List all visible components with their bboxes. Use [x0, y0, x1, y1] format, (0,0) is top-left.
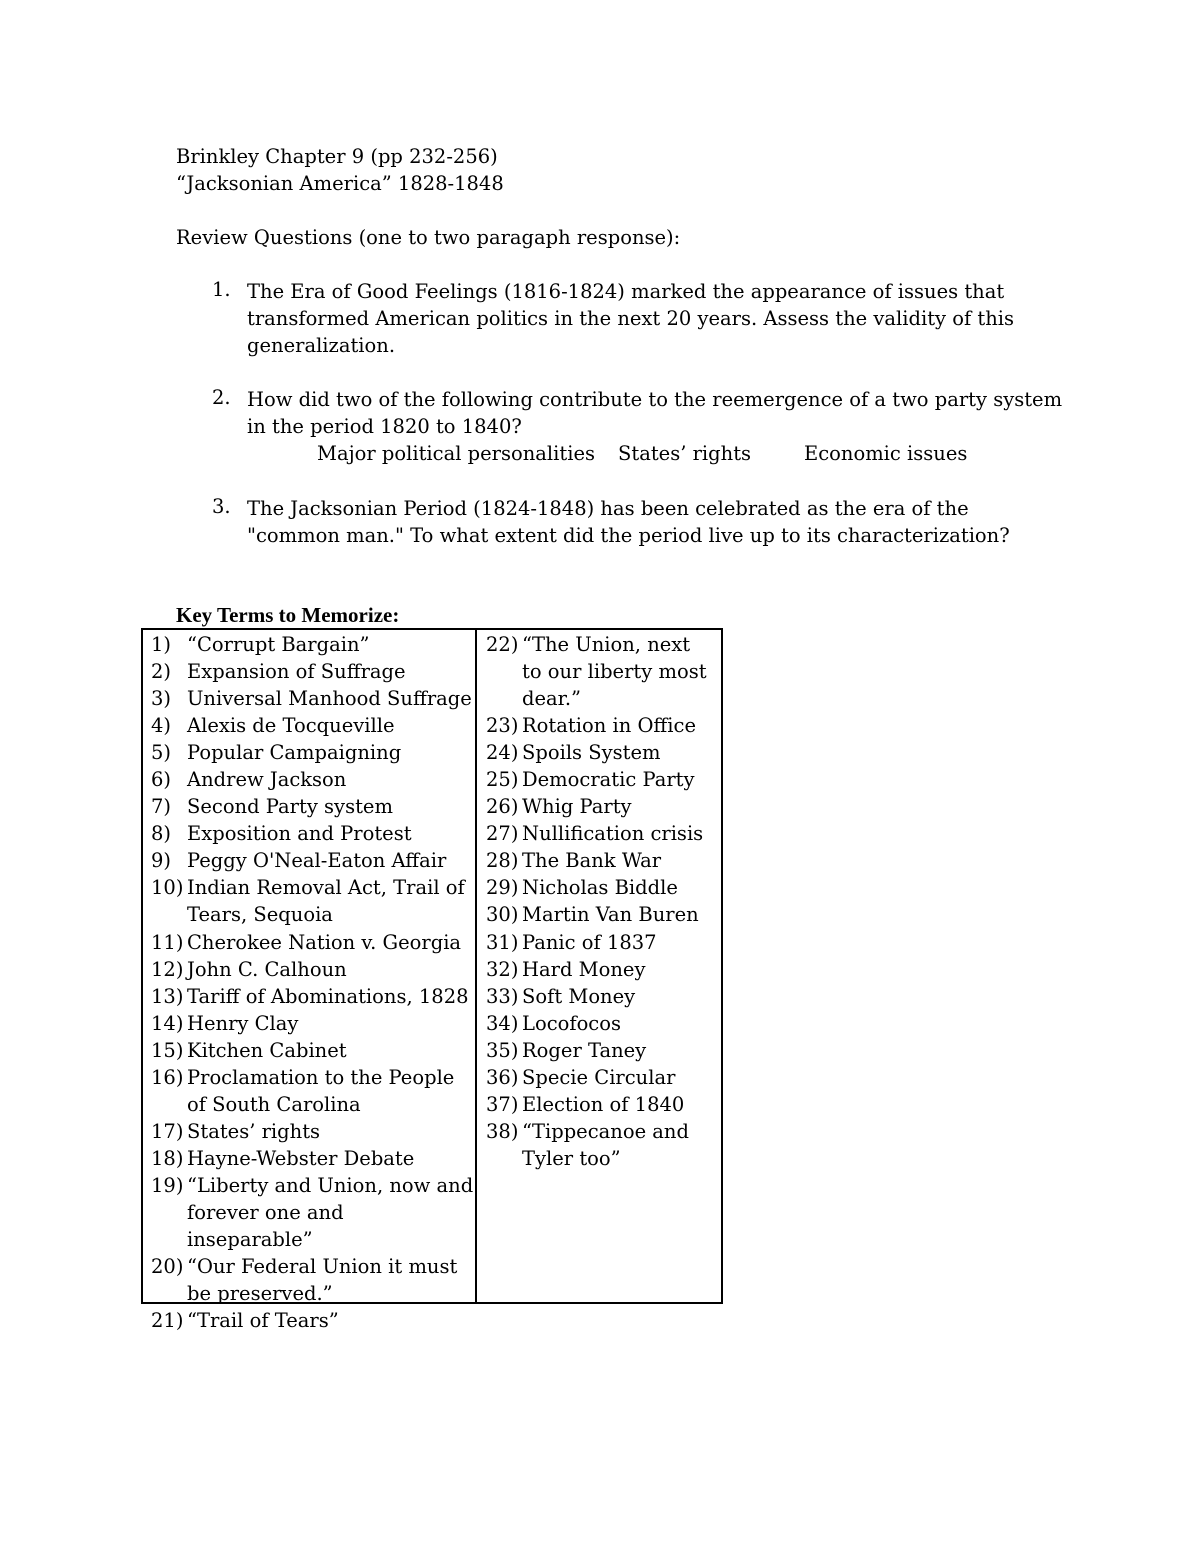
question-text	[247, 386, 1062, 467]
question-line: The Era of Good Feelings (1816-1824) marked the appearance of issues that	[247, 280, 1005, 303]
key-term-number: 6)	[151, 768, 172, 792]
key-term-text: Hayne-Webster Debate	[187, 1146, 415, 1170]
key-term-number: 21)	[151, 1309, 184, 1333]
key-term-text: “Trail of Tears”	[187, 1309, 339, 1333]
key-term-number: 5)	[151, 741, 172, 765]
question-line: transformed American politics in the next 20 years. Assess the validity of this	[247, 307, 1015, 330]
key-term-item	[486, 820, 721, 847]
question-line: "common man." To what extent did the period live up to its characterization?	[247, 524, 1010, 547]
question-line: The Jacksonian Period (1824-1848) has been celebrated as the era of the	[247, 497, 969, 520]
question-line: How did two of the following contribute to the reemergence of a two party system	[247, 388, 1063, 411]
key-term-number: 34)	[486, 1011, 519, 1035]
key-term-item	[486, 983, 721, 1010]
key-term-item	[151, 766, 475, 793]
key-terms-right-column	[477, 630, 721, 1302]
question-number: 3.	[212, 495, 231, 518]
key-term-number: 27)	[486, 822, 519, 846]
key-term-text: Andrew Jackson	[187, 768, 347, 792]
key-term-text: to our liberty most	[522, 660, 707, 684]
factor-item: States’ rights	[618, 442, 752, 465]
key-term-text: Tyler too”	[522, 1146, 621, 1170]
key-term-number: 23)	[486, 714, 519, 738]
factor-item: Major political personalities	[317, 442, 596, 465]
key-term-text: States’ rights	[187, 1119, 321, 1143]
key-term-item	[151, 1037, 475, 1064]
key-term-item	[486, 766, 721, 793]
key-term-number: 31)	[486, 930, 519, 954]
key-term-text: Universal Manhood Suffrage	[187, 687, 472, 711]
key-term-number: 13)	[151, 984, 184, 1008]
key-term-number: 26)	[486, 795, 519, 819]
key-term-text: forever one and inseparable”	[187, 1200, 344, 1252]
key-term-text: Cherokee Nation v. Georgia	[187, 930, 462, 954]
key-term-text: Popular Campaigning	[187, 741, 402, 765]
factor-list	[247, 440, 1062, 467]
key-term-item	[486, 793, 721, 820]
key-term-text: Kitchen Cabinet	[187, 1038, 347, 1062]
key-term-item	[486, 631, 721, 712]
key-term-number: 1)	[151, 633, 172, 656]
key-term-text: “Tippecanoe and	[522, 1119, 689, 1143]
key-term-number: 8)	[151, 822, 172, 846]
key-term-item	[486, 1010, 721, 1037]
key-term-text: Tears, Sequoia	[187, 903, 333, 927]
key-term-item	[486, 712, 721, 739]
key-term-text: “Liberty and Union, now and	[187, 1173, 474, 1197]
key-term-text: Hard Money	[522, 957, 646, 981]
key-term-text: Soft Money	[522, 984, 636, 1008]
question-line: generalization.	[247, 334, 396, 357]
key-term-text: Indian Removal Act, Trail of	[187, 876, 465, 900]
key-term-item	[486, 929, 721, 956]
key-term-text: Election of 1840	[522, 1092, 685, 1116]
key-term-text: of South Carolina	[187, 1092, 361, 1116]
key-term-number: 29)	[486, 876, 519, 900]
key-term-text: Alexis de Tocqueville	[187, 714, 395, 738]
key-term-text: Expansion of Suffrage	[187, 660, 406, 684]
key-term-number: 17)	[151, 1119, 184, 1143]
question-line: in the period 1820 to 1840?	[247, 415, 522, 438]
key-term-text: “The Union, next	[522, 633, 691, 656]
key-term-text: Panic of 1837	[522, 930, 657, 954]
key-term-text: Rotation in Office	[522, 714, 696, 738]
key-term-number: 16)	[151, 1065, 184, 1089]
key-term-number: 11)	[151, 930, 184, 954]
key-term-item	[151, 1010, 475, 1037]
key-term-text: Proclamation to the People	[187, 1065, 455, 1089]
key-term-item	[486, 1091, 721, 1118]
key-term-text: “Corrupt Bargain”	[187, 633, 370, 656]
key-terms-heading: Key Terms to Memorize:	[176, 603, 400, 627]
key-term-item	[151, 712, 475, 739]
key-term-number: 38)	[486, 1119, 519, 1143]
key-term-number: 3)	[151, 687, 172, 711]
key-term-number: 37)	[486, 1092, 519, 1116]
key-term-item	[151, 1172, 475, 1253]
key-term-text: The Bank War	[522, 849, 662, 873]
key-term-number: 30)	[486, 903, 519, 927]
key-term-text: Peggy O'Neal-Eaton Affair	[187, 849, 447, 873]
key-term-item	[151, 739, 475, 766]
key-term-number: 35)	[486, 1038, 519, 1062]
key-terms-left-column	[143, 630, 477, 1333]
key-term-item	[151, 685, 475, 712]
key-terms-table	[141, 628, 723, 1333]
review-heading: Review Questions (one to two paragaph response):	[176, 226, 681, 249]
key-term-number: 15)	[151, 1038, 184, 1062]
key-term-item	[486, 847, 721, 874]
key-term-text: Whig Party	[522, 795, 632, 819]
key-term-item	[151, 631, 475, 658]
key-term-number: 22)	[486, 633, 519, 656]
question-number: 1.	[212, 278, 231, 301]
key-term-item	[486, 901, 721, 928]
key-term-item	[151, 847, 475, 874]
key-term-number: 2)	[151, 660, 172, 684]
key-term-item	[151, 956, 475, 983]
key-term-text: Henry Clay	[187, 1011, 299, 1035]
key-term-item	[486, 1118, 721, 1172]
key-term-text: Second Party system	[187, 795, 393, 819]
key-term-number: 9)	[151, 849, 172, 873]
key-term-number: 10)	[151, 876, 184, 900]
key-term-number: 36)	[486, 1065, 519, 1089]
key-term-item	[151, 1064, 475, 1118]
key-term-number: 12)	[151, 957, 184, 981]
key-term-item	[151, 929, 475, 956]
key-term-text: Nullification crisis	[522, 822, 704, 846]
key-term-text: Locofocos	[522, 1011, 621, 1035]
key-term-item	[151, 1118, 475, 1145]
key-term-text: Spoils System	[522, 741, 661, 765]
key-term-number: 20)	[151, 1255, 184, 1279]
key-term-text: Democratic Party	[522, 768, 695, 792]
key-term-item	[151, 874, 475, 928]
key-term-item	[151, 1253, 475, 1307]
question-text	[247, 278, 1014, 359]
key-term-text: Tariff of Abominations, 1828	[187, 984, 469, 1008]
key-term-text: Exposition and Protest	[187, 822, 412, 846]
key-term-number: 24)	[486, 741, 519, 765]
key-term-number: 25)	[486, 768, 519, 792]
key-term-text: be preserved.”	[187, 1282, 333, 1306]
key-term-item	[151, 1145, 475, 1172]
key-term-item	[486, 739, 721, 766]
key-term-text: John C. Calhoun	[187, 957, 347, 981]
key-term-text: Roger Taney	[522, 1038, 647, 1062]
question-number: 2.	[212, 386, 231, 409]
key-term-number: 32)	[486, 957, 519, 981]
key-term-number: 7)	[151, 795, 172, 819]
key-term-number: 28)	[486, 849, 519, 873]
key-term-number: 14)	[151, 1011, 184, 1035]
question-text	[247, 495, 1010, 549]
key-term-item	[151, 820, 475, 847]
key-term-number: 19)	[151, 1173, 184, 1197]
document-subtitle: “Jacksonian America” 1828-1848	[176, 172, 504, 195]
key-term-text: Martin Van Buren	[522, 903, 699, 927]
key-term-text: Specie Circular	[522, 1065, 676, 1089]
key-term-item	[151, 983, 475, 1010]
key-term-text: “Our Federal Union it must	[187, 1255, 458, 1279]
key-term-item	[151, 658, 475, 685]
key-term-text: Nicholas Biddle	[522, 876, 678, 900]
key-term-number: 33)	[486, 984, 519, 1008]
key-term-item	[486, 956, 721, 983]
key-term-item	[486, 1037, 721, 1064]
factor-item: Economic issues	[804, 442, 968, 465]
key-term-number: 18)	[151, 1146, 184, 1170]
document-title: Brinkley Chapter 9 (pp 232-256)	[176, 145, 498, 168]
key-term-number: 4)	[151, 714, 172, 738]
key-term-item	[151, 1307, 475, 1334]
key-term-item	[486, 1064, 721, 1091]
key-term-text: dear.”	[522, 687, 581, 711]
key-term-item	[151, 793, 475, 820]
key-term-item	[486, 874, 721, 901]
